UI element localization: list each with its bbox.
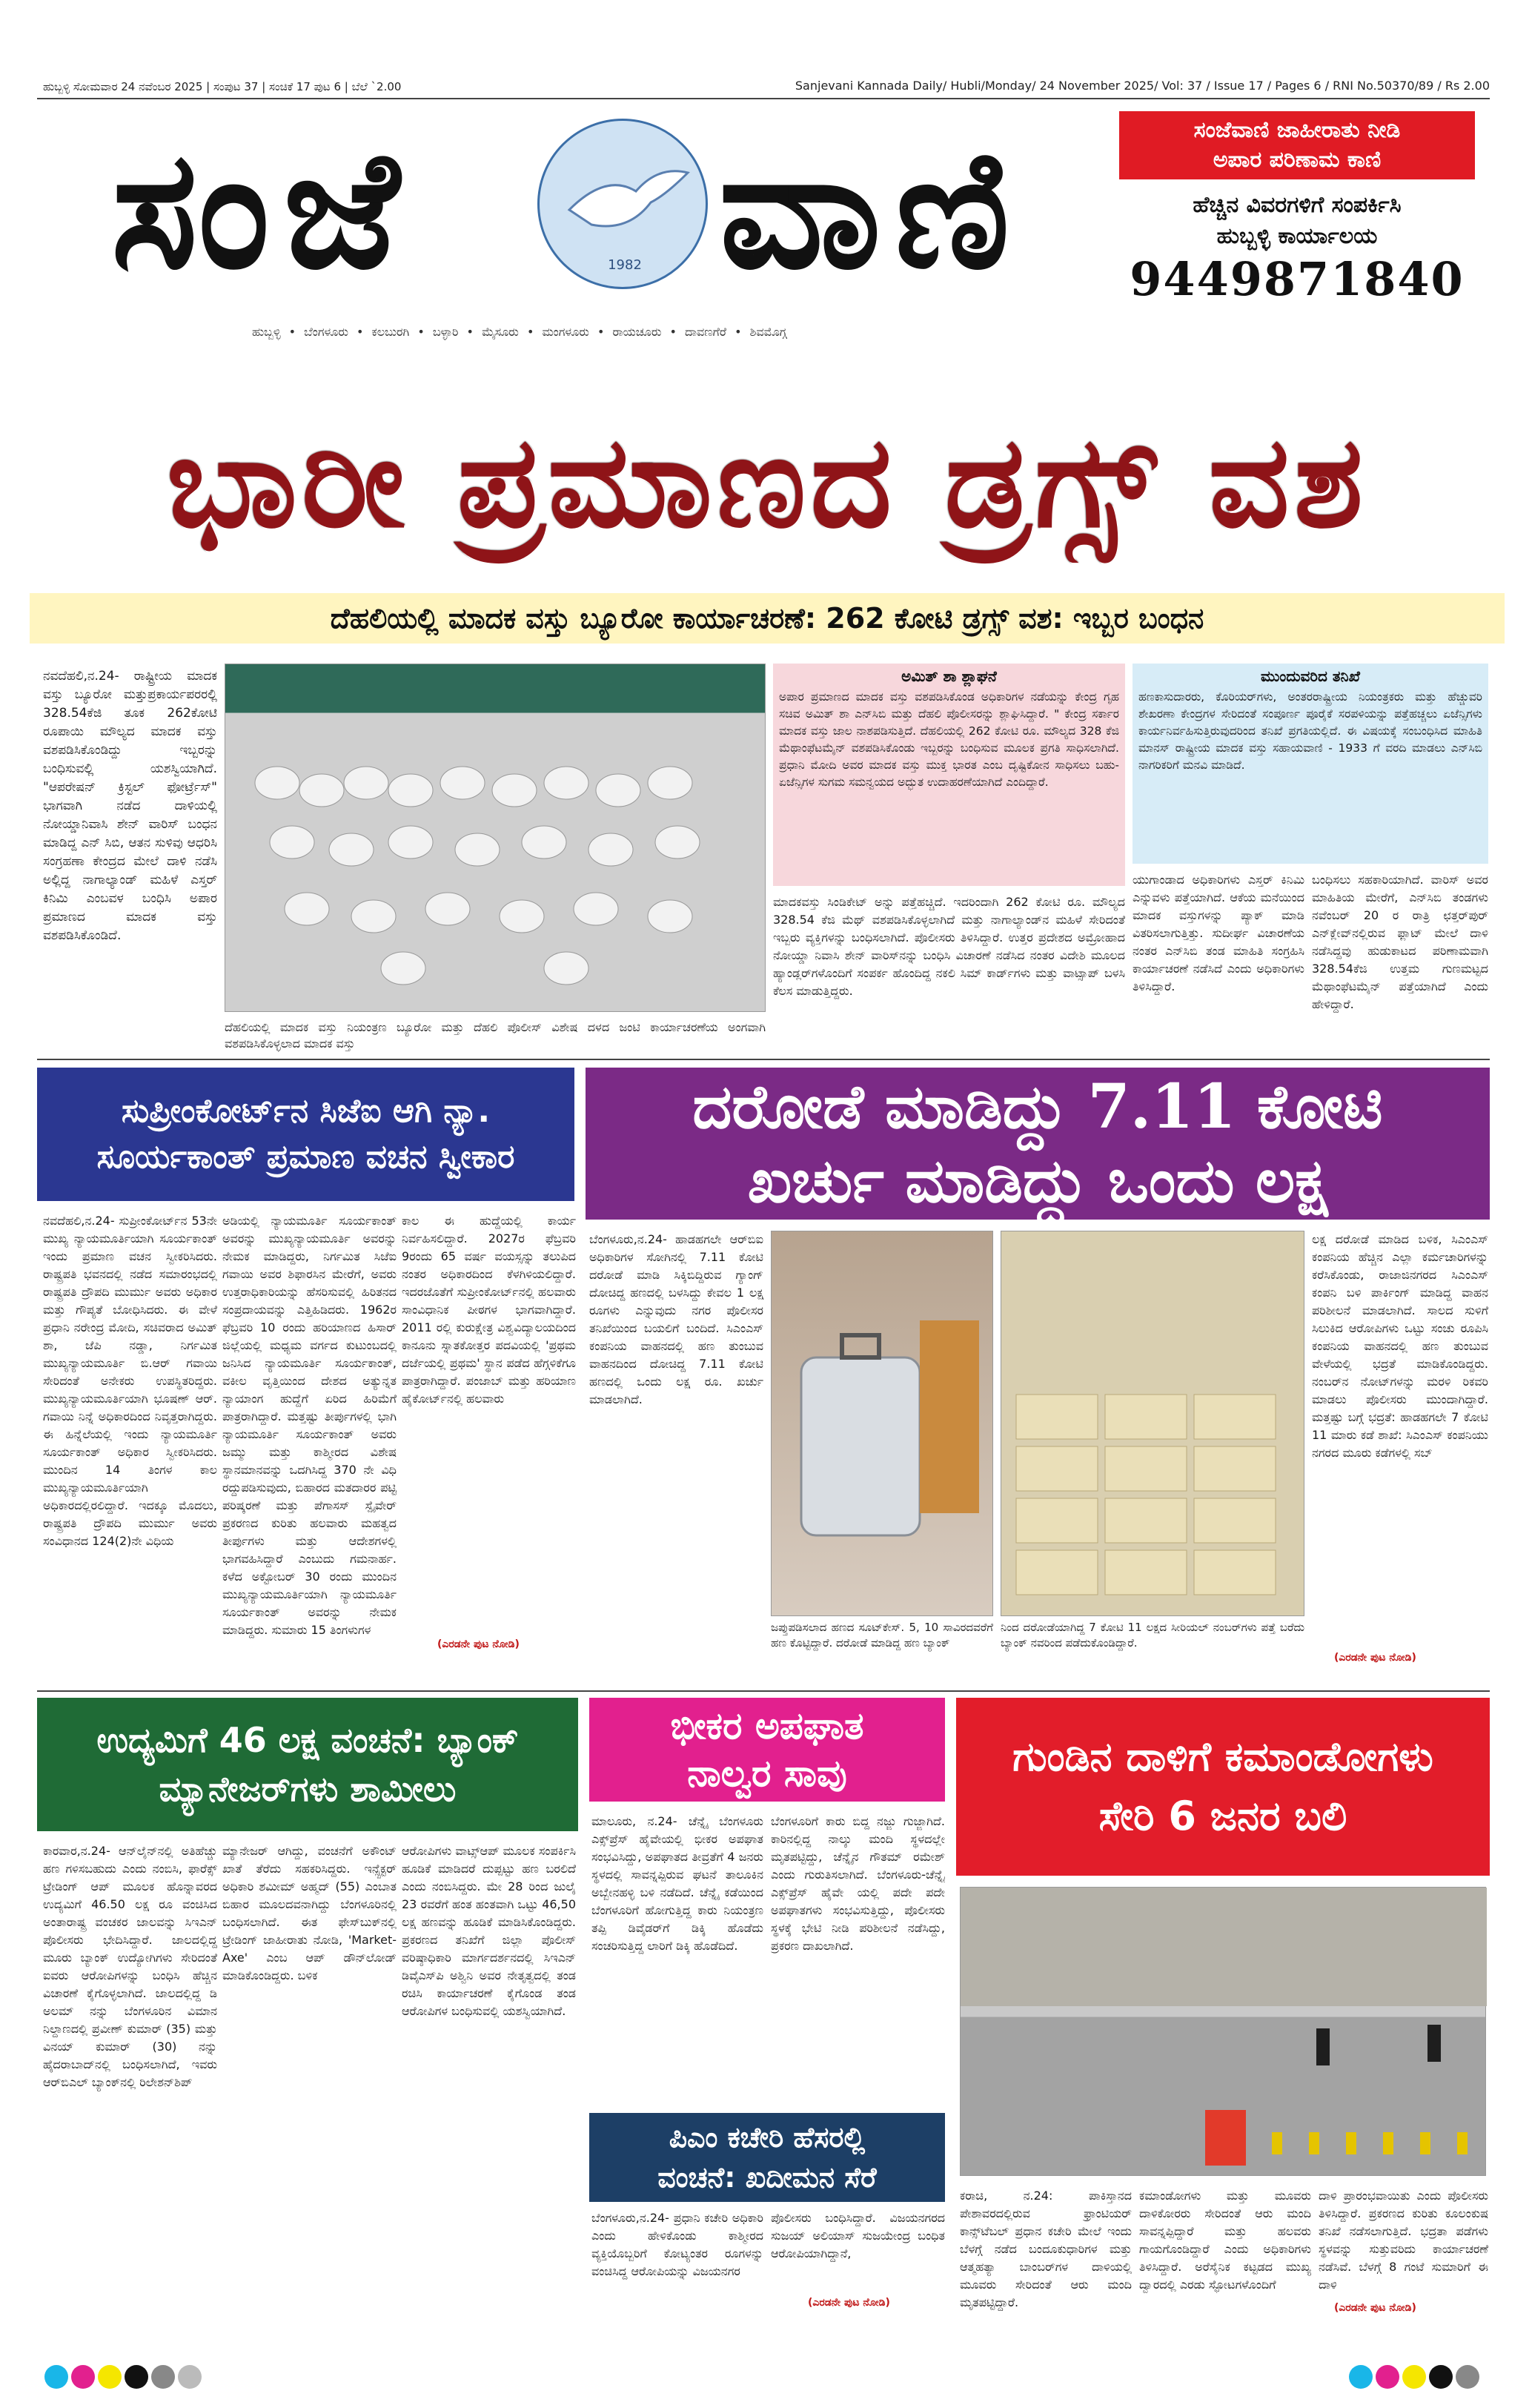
- logo-text-right: ವಾಣಿ: [719, 113, 1024, 305]
- investigation-box-text: ಹಣಕಾಸುದಾರರು, ಕೊರಿಯರ್‌ಗಳು, ಅಂತರರಾಷ್ಟ್ರೀಯ ನಿಯಂತ್ರಕರು ಮತ್ತು ಹೆಚ್ಚುವರಿ ಶೇಖರಣಾ ಕೇಂದ್ರಗಳ ಸೇರಿದಂತೆ ಸಂಪೂರ್ಣ ಪೂರೈಕೆ ಸರಪಳಿಯನ್ನು ಪತ್ತೆಹಚ್ಚಲು ಏಜೆನ್ಸಿಗಳು ಕಾರ್ಯನಿರ್ವಹಿಸುತ್ತಿರುವುದರಿಂದ ತನಿಖೆ ಪ್ರಗತಿಯಲ್ಲಿದೆ. ಈ ವಿಷಯಕ್ಕೆ ಸಂಬಂಧಿಸಿದ ಮಾಹಿತಿ ಮಾನಸ್ ರಾಷ್ಟ್ರೀಯ ಮಾದಕ ವಸ್ತು ಸಹಾಯವಾಣಿ - 1933 ಗೆ ವರದಿ ಮಾಡಲು ಎನ್‌ಸಿಬಿ ನಾಗರಿಕರಿಗೆ ಮನವಿ ಮಾಡಿದೆ.: [1138, 690, 1482, 772]
- lead-col-5: ಯುಗಾಂಡಾದ ಅಧಿಕಾರಿಗಳು ಎಸ್ತರ್ ಕಿನಿಮಿ ಎನ್ನುವಳು ಪತ್ತೆಯಾಗಿದೆ. ಆಕೆಯ ಮನೆಯಿಂದ ಮಾದಕ ವಸ್ತುಗಳನ್ನು ಪ್ಯಾಕ್ ಮಾಡಿ ವಿತರಿಸಲಾಗುತ್ತಿತ್ತು. ಸುದೀರ್ಘ ವಿಚಾರಣೆಯ ನಂತರ ಎನ್‌ಸಿಬಿ ತಂಡ ಮಾಹಿತಿ ಸಂಗ್ರಹಿಸಿ ಕಾರ್ಯಾಚರಣೆ ನಡೆಸಿದೆ ಎಂದು ಅಧಿಕಾರಿಗಳು ತಿಳಿಸಿದ್ದಾರೆ.: [1133, 873, 1304, 993]
- masthead-issue-english: Sanjevani Kannada Daily/ Hubli/Monday/ 24 November 2025/ Vol: 37 / Issue 17 / Pages 6 / RNI No.50370/89 / Rs 2.00: [795, 79, 1490, 93]
- robbery-caption-2: ನಿಂದ ದರೋಡೆಯಾಗಿದ್ದ 7 ಕೋಟಿ 11 ಲಕ್ಷದ ಸೀರಿಯಲ್ ನಂಬರ್‌ಗಳು ಪತ್ತೆ ಬರೆದು ಬ್ಯಾಂಕ್ ನವರಿಂದ ಪಡೆದುಕೊಂಡಿದ್ದಾರೆ.: [1001, 1621, 1304, 1650]
- accident-headline-line-2: ನಾಲ್ವರ ಸಾವು: [687, 1751, 847, 1795]
- ad-line-2: ಅಪಾರ ಪರಿಣಾಮ ಕಾಣಿ: [1213, 147, 1382, 173]
- ad-line-3: ಹೆಚ್ಚಿನ ವಿವರಗಳಿಗೆ ಸಂಪರ್ಕಿಸಿ: [1193, 192, 1402, 218]
- pm-office-col-1: ಬೆಂಗಳೂರು,ನ.24- ಪ್ರಧಾನಿ ಕಚೇರಿ ಅಧಿಕಾರಿ ಎಂದು ಹೇಳಿಕೊಂಡು ಕಾಶ್ಮೀರದ ವ್ಯಕ್ತಿಯೊಬ್ಬರಿಗೆ ಕೋಟ್ಯಂತರ ರೂಗಳನ್ನು ವಂಚಿಸಿದ್ದ ಆರೋಪಿಯನ್ನು ವಿಜಯನಗರ: [591, 2211, 763, 2278]
- accident-headline: [589, 1698, 945, 1802]
- cji-headline: ಸುಪ್ರೀಂಕೋರ್ಟ್‌ನ ಸಿಜೆಐ ಆಗಿ ನ್ಯಾ. ಸೂರ್ಯಕಾಂತ್ ಪ್ರಮಾಣ ವಚನ ಸ್ವೀಕಾರ: [37, 1068, 574, 1201]
- black-dot: [1429, 2365, 1453, 2389]
- grey-dot: [1456, 2365, 1479, 2389]
- accident-col-1: ಮಾಲೂರು, ನ.24- ಚೆನ್ನೈ ಬೆಂಗಳೂರು ಎಕ್ಸ್‌ಪ್ರೆಸ್ ಹೈವೇಯಲ್ಲಿ ಭೀಕರ ಅಪಘಾತ ಸಂಭವಿಸಿದ್ದು, ಅಪಘಾತದ ತೀವ್ರತೆಗೆ 4 ಜನರು ಸ್ಥಳದಲ್ಲಿ ಸಾವನ್ನಪ್ಪಿರುವ ಘಟನೆ ತಾಲೂಕಿನ ಅಬ್ಬೇನಹಳ್ಳಿ ಬಳಿ ನಡೆದಿದೆ. ಚೆನ್ನೈ ಕಡೆಯಿಂದ ಬೆಂಗಳೂರಿಗೆ ಹೋಗುತ್ತಿದ್ದ ಕಾರು ನಿಯಂತ್ರಣ ತಪ್ಪಿ ಡಿವೈಡರ್‌ಗೆ ಡಿಕ್ಕಿ ಹೊಡೆದು ಸಂಚರಿಸುತ್ತಿದ್ದ ಲಾರಿಗೆ ಡಿಕ್ಕಿ ಹೊಡೆದಿದೆ.: [591, 1814, 763, 1953]
- lead-headline: ಭಾರೀ ಪ್ರಮಾಣದ ಡ್ರಗ್ಸ್ ವಶ: [166, 408, 1368, 556]
- light-grey-dot: [178, 2365, 202, 2389]
- commandos-col-1: ಕರಾಚಿ, ನ.24: ಪಾಕಿಸ್ತಾನದ ಪೇಶಾವರದಲ್ಲಿರುವ ಫ್ರಾಂಟಿಯರ್ ಕಾನ್ಸ್‌ಟೆಬಲ್ ಪ್ರಧಾನ ಕಚೇರಿ ಮೇಲೆ ಇಂದು ಬೆಳಗ್ಗೆ ನಡೆದ ಬಂದೂಕುಧಾರಿಗಳ ಮತ್ತು ಆತ್ಮಹತ್ಯಾ ಬಾಂಬರ್‌ಗಳ ದಾಳಿಯಲ್ಲಿ ಮೂವರು ಸೇರಿದಂತೆ ಆರು ಮಂದಿ ಮೃತಪಟ್ಟಿದ್ದಾರೆ.: [960, 2189, 1132, 2309]
- robbery-photo-cash: [1001, 1231, 1304, 1616]
- lead-col-6: ಬಂಧಿಸಲು ಸಹಕಾರಿಯಾಗಿದೆ. ವಾರಿಸ್ ಅವರ ಮಾಹಿತಿಯ ಮೇರೆಗೆ, ಎನ್‌ಸಿಬಿ ತಂಡಗಳು ನವೆಂಬರ್ 20 ರ ರಾತ್ರಿ ಛತ್ತರ್‌ಪುರ್ ಎನ್‌ಕ್ಲೇವ್‌ನಲ್ಲಿರುವ ಫ್ಲಾಟ್ ಮೇಲೆ ದಾಳಿ ನಡೆಸಿದ್ದವು ಹುಡುಕಾಟದ ಪರಿಣಾಮವಾಗಿ 328.54ಕೆಜಿ ಉತ್ತಮ ಗುಣಮಟ್ಟದ ಮೆಥಾಂಫೆಟಮೈನ್ ಪತ್ತೆಯಾಗಿದೆ ಎಂದು ಹೇಳಿದ್ದಾರೆ.: [1312, 873, 1488, 1011]
- commandos-col-2: ಕಮಾಂಡೋಗಳು ಮತ್ತು ಮೂವರು ದಾಳಿಕೋರರು ಸೇರಿದಂತೆ ಆರು ಮಂದಿ ಸಾವನ್ನಪ್ಪಿದ್ದಾರೆ ಮತ್ತು ಹಲವರು ಗಾಯಗೊಂಡಿದ್ದಾರೆ ಎಂದು ಅಧಿಕಾರಿಗಳು ತಿಳಿಸಿದ್ದಾರೆ. ಅರೆಸೈನಿಕ ಕಟ್ಟಡದ ಮುಖ್ಯ ದ್ವಾರದಲ್ಲಿ ಎರಡು ಸ್ಫೋಟಗಳೊಂದಿಗೆ: [1139, 2189, 1311, 2292]
- robbery-col-1: ಬೆಂಗಳೂರು,ನ.24- ಹಾಡಹಗಲೇ ಆರ್‌ಬಿಐ ಅಧಿಕಾರಿಗಳ ಸೋಗಿನಲ್ಲಿ 7.11 ಕೋಟಿ ದರೋಡೆ ಮಾಡಿ ಸಿಕ್ಕಿಬಿದ್ದಿರುವ ಗ್ಯಾಂಗ್ ದೋಚಿದ್ದ ಹಣದಲ್ಲಿ ಬಳಸಿದ್ದು ಕೇವಲ 1 ಲಕ್ಷ ರೂಗಳು ಎನ್ನುವುದು ನಗರ ಪೊಲೀಸರ ತನಿಖೆಯಿಂದ ಬಯಲಿಗೆ ಬಂದಿದೆ. ಸಿಎಂಎಸ್ ಕಂಪನಿಯ ವಾಹನದಲ್ಲಿ ಹಣ ತುಂಬುವ ವಾಹನದಿಂದ ದೋಚಿದ್ದ 7.11 ಕೋಟಿ ಹಣದಲ್ಲಿ ಒಂದು ಲಕ್ಷ ರೂ. ಖರ್ಚು ಮಾಡಲಾಗಿದೆ.: [589, 1232, 763, 1406]
- investigation-box-title: ಮುಂದುವರಿದ ತನಿಖೆ: [1261, 667, 1360, 685]
- accident-col-2: ಬೆಂಗಳೂರಿಗೆ ಕಾರು ಬಿದ್ದ ನಜ್ಜು ಗುಜ್ಜಾಗಿದೆ. ಕಾರಿನಲ್ಲಿದ್ದ ನಾಲ್ಕು ಮಂದಿ ಸ್ಥಳದಲ್ಲೇ ಮೃತಪಟ್ಟಿದ್ದು, ಚೆನ್ನೈನ ಗೌತಮ್ ರಮೇಶ್ ಎಂದು ಗುರುತಿಸಲಾಗಿದೆ. ಬೆಂಗಳೂರು-ಚೆನ್ನೈ ಎಕ್ಸ್‌ಪ್ರೆಸ್ ಹೈವೇ ಯಲ್ಲಿ ಪದೇ ಪದೇ ಅಪಘಾತಗಳು ಸಂಭವಿಸುತ್ತಿದ್ದು, ಪೊಲೀಸರು ಸ್ಥಳಕ್ಕೆ ಭೇಟಿ ನೀಡಿ ಪರಿಶೀಲನೆ ನಡೆಸಿದ್ದು, ಪ್ರಕರಣ ದಾಖಲಾಗಿದೆ.: [771, 1814, 945, 1953]
- robbery-headline: [586, 1068, 1490, 1220]
- cash-bundles-photo: [1001, 1231, 1305, 1617]
- robbery-caption-1: ಜಪ್ತುಪಡಿಸಲಾದ ಹಣದ ಸೂಟ್‌ಕೇಸ್. 5, 10 ಸಾವಿರದವರೆಗೆ ಹಣ ಕೊಟ್ಟಿದ್ದಾರೆ. ದರೋಡೆ ಮಾಡಿದ್ದ ಹಣ ಬ್ಯಾಂಕ್: [771, 1621, 993, 1650]
- pm-office-headline-line-1: ಪಿಎಂ ಕಚೇರಿ ಹೆಸರಲ್ಲಿ: [669, 2121, 866, 2154]
- accident-headline-line-1: ಭೀಕರ ಅಪಘಾತ: [670, 1704, 864, 1747]
- lead-photo-caption: ದೆಹಲಿಯಲ್ಲಿ ಮಾದಕ ವಸ್ತು ನಿಯಂತ್ರಣ ಬ್ಯೂರೋ ಮತ್ತು ದೆಹಲಿ ಪೊಲೀಸ್ ವಿಶೇಷ ದಳದ ಜಂಟಿ ಕಾರ್ಯಾಚರಣೆಯ ಅಂಗವಾಗಿ ವಶಪಡಿಸಿಕೊಳ್ಳಲಾದ ಮಾದಕ ವಸ್ತು: [225, 1020, 766, 1051]
- pm-office-continued: (ಎರಡನೇ ಪುಟ ನೋಡಿ): [808, 2297, 890, 2309]
- ad-header: [1119, 111, 1475, 179]
- lead-col-4: ಮಾದಕವಸ್ತು ಸಿಂಡಿಕೇಟ್ ಅನ್ನು ಪತ್ತೆಹಚ್ಚಿದೆ. ಇದರಿಂದಾಗಿ 262 ಕೋಟಿ ರೂ. ಮೌಲ್ಯದ 328.54 ಕೆಜಿ ಮೆಥ್ ವಶಪಡಿಸಿಕೊಳ್ಳಲಾಗಿದೆ ಮತ್ತು ನಾಗಾಲ್ಯಾಂಡ್‌ನ ಮಹಿಳೆ ಸೇರಿದಂತೆ ಇಬ್ಬರು ವ್ಯಕ್ತಿಗಳನ್ನು ಬಂಧಿಸಲಾಗಿದೆ. ಪೊಲೀಸರು ತಿಳಿಸಿದ್ದಾರೆ. ಉತ್ತರ ಪ್ರದೇಶದ ಅಮ್ರೋಹಾದ ನೋಯ್ಡಾ ನಿವಾಸಿ ಶೇನ್ ವಾರಿಸ್‌ನನ್ನು ಬಂಧಿಸಿ ವಿಚಾರಣೆ ನಡೆಸಿದ ನಂತರ ವಿದೇಶಿ ಮೂಲದ ಹ್ಯಾಂಡ್ಲರ್‌ಗಳೊಂದಿಗೆ ಸಂಪರ್ಕ ಹೊಂದಿದ್ದ ನಕಲಿ ಸಿಮ್ ಕಾರ್ಡ್‌ಗಳು ಮತ್ತು ವಾಟ್ಸಾಪ್ ಬಳಸಿ ಕೆಲಸ ಮಾಡುತ್ತಿದ್ದರು.: [773, 895, 1125, 998]
- robbery-col-4: ಲಕ್ಷ ದರೋಡೆ ಮಾಡಿದ ಬಳಿಕ, ಸಿಎಂಎಸ್ ಕಂಪನಿಯ ಹೆಚ್ಚಿನ ಎಲ್ಲಾ ಕರ್ಮಚಾರಿಗಳನ್ನು ಕರೆಸಿಕೊಂಡು, ರಾಜಾಜಿನಗರದ ಸಿಎಂಎಸ್ ಕಂಪನಿ ಬಳಿ ಪಾರ್ಕಿಂಗ್ ಮಾಡಿದ್ದ ವಾಹನ ಪರಿಶೀಲನೆ ಮಾಡಲಾಗಿದೆ. ಸಾಲದ ಸುಳಿಗೆ ಸಿಲುಕಿದ ಆರೋಪಿಗಳು ಒಟ್ಟು ಸಂಚು ರೂಪಿಸಿ ಕಂಪನಿಯ ವಾಹನದಲ್ಲಿ ಹಣ ತುಂಬುವ ವೇಳೆಯಲ್ಲಿ ಭದ್ರತೆ ಮಾಡಿಕೊಂಡಿದ್ದರು. ನಂಬರ್‌ನ ನೋಟ್‌ಗಳನ್ನು ಮರಳಿ ರಿಕವರಿ ಮಾಡಲು ಪೊಲೀಸರು ಮುಂದಾಗಿದ್ದಾರೆ. ಮತ್ತಷ್ಟು ಬಗ್ಗೆ ಭದ್ರತೆ: ಹಾಡಹಗಲೇ 7 ಕೋಟಿ 11 ಮಾರು ಕಡೆ ಶಾಖೆ: ಸಿಎಂಎಸ್ ಕಂಪನಿಯು ನಗರದ ಮೂರು ಕಡೆಗಳಲ್ಲಿ ಸಬ್: [1312, 1232, 1488, 1460]
- print-registration-marks-right: [1349, 2365, 1482, 2392]
- section-rule-2: [37, 1690, 1490, 1692]
- amit-shah-box-text: ಅಪಾರ ಪ್ರಮಾಣದ ಮಾದಕ ವಸ್ತು ವಶಪಡಿಸಿಕೊಂಡ ಅಧಿಕಾರಿಗಳ ನಡೆಯನ್ನು ಕೇಂದ್ರ ಗೃಹ ಸಚಿವ ಅಮಿತ್ ಶಾ ಎನ್‌ಸಿಬಿ ಮತ್ತು ದೆಹಲಿ ಪೊಲೀಸರನ್ನು ಶ್ಲಾಘಿಸಿದ್ದಾರೆ. " ಕೇಂದ್ರ ಸರ್ಕಾರ ಮಾದಕ ವಸ್ತು ಜಾಲ ನಾಶಪಡಿಸುತ್ತಿದೆ. ದೆಹಲಿಯಲ್ಲಿ 262 ಕೋಟಿ ರೂ. ಮೌಲ್ಯದ 328 ಕೆಜಿ ಮೆಥಾಂಫೆಟಮೈನ್ ವಶಪಡಿಸಿಕೊಂಡು ಇಬ್ಬರನ್ನು ಬಂಧಿಸುವ ಮೂಲಕ ಪ್ರಗತಿ ಸಾಧಿಸಲಾಗಿದೆ. ಪ್ರಧಾನಿ ಮೋದಿ ಅವರ ಮಾದಕ ವಸ್ತು ಮುಕ್ತ ಭಾರತ ಎಂಬ ದೃಷ್ಟಿಕೋನ ಸಾಧಿಸಲು ಬಹು-ಏಜೆನ್ಸಿಗಳ ಸುಗಮ ಸಮನ್ವಯದ ಅದ್ಭುತ ಉದಾಹರಣೆಯಾಗಿದೆ ಎಂದಿದ್ದಾರೆ.: [779, 690, 1119, 789]
- pm-office-col-2: ಪೊಲೀಸರು ಬಂಧಿಸಿದ್ದಾರೆ. ವಿಜಯನಗರದ ಸುಜಯ್ ಅಲಿಯಾಸ್ ಸುಜಯೇಂದ್ರ ಬಂಧಿತ ಆರೋಪಿಯಾಗಿದ್ದಾನೆ,: [771, 2211, 945, 2260]
- yellow-dot: [98, 2365, 122, 2389]
- ad-phone-number: 9449871840: [1130, 252, 1465, 306]
- lead-col-1: ನವದೆಹಲಿ,ನ.24- ರಾಷ್ಟ್ರೀಯ ಮಾದಕ ವಸ್ತು ಬ್ಯೂರೋ ಮತ್ತುಪ್ರಕಾರ್ಯಪರರಲ್ಲಿ 328.54ಕೆಜಿ ತೂಕ 262ಕೋಟಿ ರೂಪಾಯಿ ಮೌಲ್ಯದ ಮಾದಕ ವಸ್ತು ವಶಪಡಿಸಿಕೊಂಡಿದ್ದು ಇಬ್ಬರನ್ನು ಬಂಧಿಸುವಲ್ಲಿ ಯಶಸ್ವಿಯಾಗಿದೆ. "ಆಪರೇಷನ್ ಕ್ರಿಸ್ಟಲ್ ಫೋರ್ಟ್ರೆಸ್" ಭಾಗವಾಗಿ ನಡೆದ ದಾಳಿಯಲ್ಲಿ ನೋಯ್ಡಾನಿವಾಸಿ ಶೇನ್ ವಾರಿಸ್ ಬಂಧನ ಮಾಡಿದ್ದ ಎನ್ ಸಿಬಿ, ಆತನ ಸುಳಿವು ಆಧರಿಸಿ ಸಂಗ್ರಹಣಾ ಕೇಂದ್ರದ ಮೇಲೆ ದಾಳಿ ನಡೆಸಿ ಅಲ್ಲಿದ್ದ ನಾಗಾಲ್ಯಾಂಡ್ ಮಹಿಳೆ ಎಸ್ತರ್ ಕಿನಿಮಿ ಎಂಬವಳ ಬಂಧಿಸಿ ಅಪಾರ ಪ್ರಮಾಣದ ಮಾದಕ ವಸ್ತು ವಶಪಡಿಸಿಕೊಂಡಿದೆ.: [43, 669, 217, 943]
- fraud-col-1: ಕಾರವಾರ,ನ.24- ಆನ್‌ಲೈನ್‌ನಲ್ಲಿ ಅತಿಹೆಚ್ಚು ಹಣ ಗಳಿಸಬಹುದು ಎಂದು ನಂಬಿಸಿ, ಫಾರೆಕ್ಸ್ ಟ್ರೇಡಿಂಗ್ ಆಪ್ ಮೂಲಕ ಹೊನ್ನಾವರದ ಉದ್ಯಮಿಗೆ 46.50 ಲಕ್ಷ ರೂ ವಂಚಿಸಿದ ಅಂತಾರಾಷ್ಟ್ರ ವಂಚಕರ ಜಾಲವನ್ನು ಸಿಇಎನ್ ಪೊಲೀಸರು ಭೇದಿಸಿದ್ದಾರೆ. ಜಾಲದಲ್ಲಿದ್ದ ಮೂರು ಬ್ಯಾಂಕ್ ಉದ್ಯೋಗಿಗಳು ಸೇರಿದಂತೆ ಐವರು ಆರೋಪಿಗಳನ್ನು ಬಂಧಿಸಿ ಹೆಚ್ಚಿನ ವಿಚಾರಣೆ ಕೈಗೊಳ್ಳಲಾಗಿದೆ. ಜಾಲದಲ್ಲಿದ್ದ ಡಿ ಅಲಮ್ ನನ್ನು ಬೆಂಗಳೂರಿನ ವಿಮಾನ ನಿಲ್ದಾಣದಲ್ಲಿ ಪ್ರವೀಣ್ ಕುಮಾರ್ (35) ಮತ್ತು ವಿನಯ್ ಕುಮಾರ್ (30) ನನ್ನು ಹೈದರಾಬಾದ್‌ನಲ್ಲಿ ಬಂಧಿಸಲಾಗಿದೆ, ಇವರು ಆರ್‌ಬಿಎಲ್ ಬ್ಯಾಂಕ್‌ನಲ್ಲಿ ರಿಲೇಶನ್‌ಶಿಪ್: [43, 1844, 217, 2089]
- dove-emblem: [537, 119, 708, 289]
- investigation-box: [1133, 664, 1488, 864]
- pm-office-headline-line-2: ವಂಚನೆ: ಖದೀಮನ ಸೆರೆ: [657, 2161, 877, 2194]
- cyan-dot: [1349, 2365, 1373, 2389]
- robbery-headline-line-1: ದರೋಡೆ ಮಾಡಿದ್ದು 7.11 ಕೋಟಿ: [692, 1071, 1383, 1142]
- cji-col-3: ಕಾಲ ಈ ಹುದ್ದೆಯಲ್ಲಿ ಕಾರ್ಯ ನಿರ್ವಹಿಸಲಿದ್ದಾರೆ. 2027ರ ಫೆಬ್ರವರಿ 9ರಂದು 65 ವರ್ಷ ವಯಸ್ಸನ್ನು ತಲುಪಿದ ನಂತರ ಅಧಿಕಾರದಿಂದ ಕೆಳಗಿಳಿಯಲಿದ್ದಾರೆ. ಇದರಜೊತೆಗೆ ಸುಪ್ರೀಂಕೋರ್ಟ್‌ನಲ್ಲಿ ಹಲವಾರು ಸಾಂವಿಧಾನಿಕ ಪೀಠಗಳ ಭಾಗವಾಗಿದ್ದಾರೆ. 2011 ರಲ್ಲಿ ಕುರುಕ್ಷೇತ್ರ ವಿಶ್ವವಿದ್ಯಾಲಯದಿಂದ ಕಾನೂನು ಸ್ನಾತಕೋತ್ತರ ಪದವಿಯಲ್ಲಿ 'ಪ್ರಥಮ ದರ್ಜೆಯಲ್ಲಿ ಪ್ರಥಮ' ಸ್ಥಾನ ಪಡೆದ ಹೆಗ್ಗಳಿಕೆಗೂ ಪಾತ್ರರಾಗಿದ್ದಾರೆ. ಪಂಜಾಬ್ ಮತ್ತು ಹರಿಯಾಣ ಹೈಕೋರ್ಟ್‌ನಲ್ಲಿ ಹಲವಾರು: [402, 1214, 576, 1406]
- fraud-col-2: ಮ್ಯಾನೇಜರ್ ಆಗಿದ್ದು, ವಂಚನೆಗೆ ಅಕೌಂಟ್ ಖಾತೆ ತೆರೆದು ಸಹಕರಿಸಿದ್ದರು. ಇನ್ಸ್ಪೆಕ್ಟರ್ ಅಧಿಕಾರಿ ಶಮೀಮ್ ಅಹ್ಮದ್ (55) ಎಂಬಾತ ಬಿಹಾರ ಮೂಲದವನಾಗಿದ್ದು ಬೆಂಗಳೂರಿನಲ್ಲಿ ಬಂಧಿಸಲಾಗಿದೆ. ಈತ ಫೇಸ್‌ಬುಕ್‌ನಲ್ಲಿ ಟ್ರೇಡಿಂಗ್ ಜಾಹೀರಾತು ನೋಡಿ, 'Market-Axe' ಎಂಬ ಆಪ್ ಡೌನ್‌ಲೋಡ್ ಮಾಡಿಕೊಂಡಿದ್ದರು. ಬಳಿಕ: [222, 1844, 397, 1982]
- print-registration-marks-left: [44, 2365, 205, 2392]
- amit-shah-box: [773, 664, 1125, 886]
- grey-dot: [151, 2365, 175, 2389]
- black-dot: [125, 2365, 148, 2389]
- advertisement-box: [1119, 111, 1475, 326]
- cji-continued: (ಎರಡನೇ ಪುಟ ನೋಡಿ): [437, 1638, 520, 1650]
- robbery-headline-line-2: ಖರ್ಚು ಮಾಡಿದ್ದು ಒಂದು ಲಕ್ಷ: [747, 1145, 1328, 1217]
- masthead-issue-kannada: ಹುಬ್ಬಳ್ಳಿ ಸೋಮವಾರ 24 ನವೆಂಬರ 2025 | ಸಂಪುಟ 37 | ಸಂಚಿಕೆ 17 ಪುಟ 6 | ಬೆಲೆ `2.00: [43, 80, 402, 93]
- commandos-continued: (ಎರಡನೇ ಪುಟ ನೋಡಿ): [1334, 2302, 1416, 2314]
- lead-subheadline: ದೆಹಲಿಯಲ್ಲಿ ಮಾದಕ ವಸ್ತು ಬ್ಯೂರೋ ಕಾರ್ಯಾಚರಣೆ: 262 ಕೋಟಿ ಡ್ರಗ್ಸ್ ವಶ: ಇಬ್ಬರ ಬಂಧನ: [30, 593, 1505, 644]
- magenta-dot: [71, 2365, 95, 2389]
- yellow-dot: [1402, 2365, 1426, 2389]
- cji-col-1: ನವದೆಹಲಿ,ನ.24- ಸುಪ್ರೀಂಕೋರ್ಟ್‌ನ 53ನೇ ಮುಖ್ಯ ನ್ಯಾಯಮೂರ್ತಿಯಾಗಿ ಸೂರ್ಯಕಾಂತ್ ಇಂದು ಪ್ರಮಾಣ ವಚನ ಸ್ವೀಕರಿಸಿದರು. ರಾಷ್ಟ್ರಪತಿ ಭವನದಲ್ಲಿ ನಡೆದ ಸಮಾರಂಭದಲ್ಲಿ ರಾಷ್ಟ್ರಪತಿ ದ್ರೌಪದಿ ಮುರ್ಮು ಅವರು ಅಧಿಕಾರ ಮತ್ತು ಗೌಪ್ಯತೆ ಬೋಧಿಸಿದರು. ಈ ವೇಳೆ ಪ್ರಧಾನಿ ನರೇಂದ್ರ ಮೋದಿ, ಸಚಿವರಾದ ಅಮಿತ್ ಶಾ, ಜೆಪಿ ನಡ್ಡಾ, ನಿರ್ಗಮಿತ ಮುಖ್ಯನ್ಯಾಯಮೂರ್ತಿ ಬಿ.ಆರ್ ಗವಾಯಿ ಸೇರಿದಂತೆ ಅನೇಕರು ಉಪಸ್ಥಿತರಿದ್ದರು. ಮುಖ್ಯನ್ಯಾಯಮೂರ್ತಿಯಾಗಿ ಭೂಷಣ್ ಆರ್. ಗವಾಯಿ ನಿನ್ನೆ ಅಧಿಕಾರದಿಂದ ನಿವೃತ್ತರಾಗಿದ್ದರು. ಈ ಹಿನ್ನೆಲೆಯಲ್ಲಿ ಇಂದು ನ್ಯಾಯಮೂರ್ತಿ ಸೂರ್ಯಕಾಂತ್ ಅಧಿಕಾರ ಸ್ವೀಕರಿಸಿದರು. ಮುಂದಿನ 14 ತಿಂಗಳ ಕಾಲ ಮುಖ್ಯನ್ಯಾಯಮೂರ್ತಿಯಾಗಿ ಅಧಿಕಾರದಲ್ಲಿರಲಿದ್ದಾರೆ. ಇದಕ್ಕೂ ಮೊದಲು, ರಾಷ್ಟ್ರಪತಿ ದ್ರೌಪದಿ ಮುರ್ಮು ಅವರು ಸಂವಿಧಾನದ 124(2)ನೇ ವಿಧಿಯ: [43, 1214, 217, 1548]
- magenta-dot: [1376, 2365, 1399, 2389]
- commandos-photo: [960, 1887, 1486, 2176]
- cji-col-2: ಅಡಿಯಲ್ಲಿ ನ್ಯಾಯಮೂರ್ತಿ ಸೂರ್ಯಕಾಂತ್ ಅವರನ್ನು ಮುಖ್ಯನ್ಯಾಯಮೂರ್ತಿ ಅವರನ್ನು ನೇಮಕ ಮಾಡಿದ್ದರು, ನಿರ್ಗಮಿತ ಸಿಜೆಐ ಗವಾಯಿ ಅವರ ಶಿಫಾರಸಿನ ಮೇರೆಗೆ, ಅವರು ಉತ್ತರಾಧಿಕಾರಿಯನ್ನು ಹೆಸರಿಸುವಲ್ಲಿ ಹಿರಿತನದ ಸಂಪ್ರದಾಯವನ್ನು ಎತ್ತಿಹಿಡಿದರು. 1962ರ ಫೆಬ್ರವರಿ 10 ರಂದು ಹರಿಯಾಣದ ಹಿಸಾರ್ ಜಿಲ್ಲೆಯಲ್ಲಿ ಮಧ್ಯಮ ವರ್ಗದ ಕುಟುಂಬದಲ್ಲಿ ಜನಿಸಿದ ನ್ಯಾಯಮೂರ್ತಿ ಸೂರ್ಯಕಾಂತ್, ವಕೀಲ ವೃತ್ತಿಯಿಂದ ದೇಶದ ಅತ್ಯುನ್ನತ ನ್ಯಾಯಾಂಗ ಹುದ್ದೆಗೆ ಏರಿದ ಹಿರಿಮೆಗೆ ಪಾತ್ರರಾಗಿದ್ದಾರೆ. ಮತ್ತಷ್ಟು ತೀರ್ಪುಗಳಲ್ಲಿ ಭಾಗಿ ನ್ಯಾಯಮೂರ್ತಿ ಸೂರ್ಯಕಾಂತ್ ಅವರು ಜಮ್ಮು ಮತ್ತು ಕಾಶ್ಮೀರದ ವಿಶೇಷ ಸ್ಥಾನಮಾನವನ್ನು ಒದಗಿಸಿದ್ದ 370 ನೇ ವಿಧಿ ರದ್ದುಪಡಿಸುವುದು, ಬಿಹಾರದ ಮತದಾರರ ಪಟ್ಟಿ ಪರಿಷ್ಕರಣೆ ಮತ್ತು ಪೆಗಾಸಸ್ ಸ್ಪೈವೇರ್ ಪ್ರಕರಣದ ಕುರಿತು ಹಲವಾರು ಮಹತ್ವದ ತೀರ್ಪುಗಳು ಮತ್ತು ಆದೇಶಗಳಲ್ಲಿ ಭಾಗವಹಿಸಿದ್ದಾರೆ ಎಂಬುದು ಗಮನಾರ್ಹ. ಕಳೆದ ಅಕ್ಟೋಬರ್ 30 ರಂದು ಮುಂದಿನ ಮುಖ್ಯನ್ಯಾಯಮೂರ್ತಿಯಾಗಿ ನ್ಯಾಯಮೂರ್ತಿ ಸೂರ್ಯಕಾಂತ್ ಅವರನ್ನು ನೇಮಕ ಮಾಡಿದ್ದರು. ಸುಮಾರು 15 ತಿಂಗಳುಗಳ: [222, 1214, 397, 1637]
- pm-office-headline: [589, 2113, 945, 2202]
- suitcase-photo: [772, 1231, 994, 1617]
- ad-line-4: ಹುಬ್ಬಳ್ಳಿ ಕಾರ್ಯಾಲಯ: [1216, 223, 1378, 249]
- logo-text-left: ಸಂಜೆ: [111, 113, 413, 305]
- commandos-headline: ಗುಂಡಿನ ದಾಳಿಗೆ ಕಮಾಂಡೋಗಳು ಸೇರಿ 6 ಜನರ ಬಲಿ: [956, 1698, 1490, 1876]
- cyan-dot: [44, 2365, 68, 2389]
- lead-photo-drugs: [225, 664, 766, 1012]
- section-rule-1: [37, 1059, 1490, 1060]
- amit-shah-box-title: ಅಮಿತ್ ಶಾ ಶ್ಲಾಘನೆ: [901, 667, 997, 685]
- ad-line-1: ಸಂಜೆವಾಣಿ ಜಾಹೀರಾತು ನೀಡಿ: [1193, 117, 1401, 143]
- drug-packets-photo: [225, 664, 766, 1013]
- logo-year: 1982: [608, 257, 642, 273]
- attack-site-photo: [961, 1888, 1487, 2177]
- robbery-continued: (ಎರಡನೇ ಪುಟ ನೋಡಿ): [1334, 1652, 1416, 1664]
- dove-icon: [540, 121, 710, 291]
- fraud-col-3: ಆರೋಪಿಗಳು ವಾಟ್ಸ್‌ಆಪ್ ಮೂಲಕ ಸಂಪರ್ಕಿಸಿ ಹೂಡಿಕೆ ಮಾಡಿದರೆ ದುಪ್ಪಟ್ಟು ಹಣ ಬರಲಿದೆ ಎಂದು ನಂಬಿಸಿದ್ದರು. ಮೇ 28 ರಿಂದ ಜುಲೈ 23 ರವರೆಗೆ ಹಂತ ಹಂತವಾಗಿ ಒಟ್ಟು 46,50 ಲಕ್ಷ ಹಣವನ್ನು ಹೂಡಿಕೆ ಮಾಡಿಸಿಕೊಂಡಿದ್ದರು. ಪ್ರಕರಣದ ತನಿಖೆಗೆ ಜಿಲ್ಲಾ ಪೊಲೀಸ್ ವರಿಷ್ಠಾಧಿಕಾರಿ ಮಾರ್ಗದರ್ಶನದಲ್ಲಿ ಸಿಇಎನ್ ಡಿವೈಎಸ್‌ಪಿ ಅಶ್ವಿನಿ ಅವರ ನೇತೃತ್ವದಲ್ಲಿ ತಂಡ ರಚಿಸಿ ಕಾರ್ಯಾಚರಣೆ ಕೈಗೊಂಡ ತಂಡ ಆರೋಪಿಗಳ ಬಂಧಿಸುವಲ್ಲಿ ಯಶಸ್ವಿಯಾಗಿದೆ.: [402, 1844, 576, 2018]
- fraud-headline: ಉದ್ಯಮಿಗೆ 46 ಲಕ್ಷ ವಂಚನೆ: ಬ್ಯಾಂಕ್ ಮ್ಯಾನೇಜರ್‌ಗಳು ಶಾಮೀಲು: [37, 1698, 578, 1831]
- robbery-photo-suitcase: [771, 1231, 993, 1616]
- commandos-col-3: ದಾಳಿ ಪ್ರಾರಂಭವಾಯಿತು ಎಂದು ಪೊಲೀಸರು ತಿಳಿಸಿದ್ದಾರೆ. ಪ್ರಕರಣದ ಕುರಿತು ಕೂಲಂಕುಷ ತನಿಖೆ ನಡೆಸಲಾಗುತ್ತಿದೆ. ಭದ್ರತಾ ಪಡೆಗಳು ಸ್ಥಳವನ್ನು ಸುತ್ತುವರಿದು ಕಾರ್ಯಾಚರಣೆ ನಡೆಸಿವೆ. ಬೆಳಗ್ಗೆ 8 ಗಂಟೆ ಸುಮಾರಿಗೆ ಈ ದಾಳಿ: [1319, 2189, 1488, 2292]
- edition-cities: ಹುಬ್ಬಳ್ಳಿ • ಬೆಂಗಳೂರು • ಕಲಬುರಗಿ • ಬಳ್ಳಾರಿ • ಮೈಸೂರು • ಮಂಗಳೂರು • ರಾಯಚೂರು • ದಾವಣಗೆರೆ • ಶಿವಮೊಗ್ಗ: [252, 325, 787, 339]
- newspaper-logo: [111, 98, 1082, 320]
